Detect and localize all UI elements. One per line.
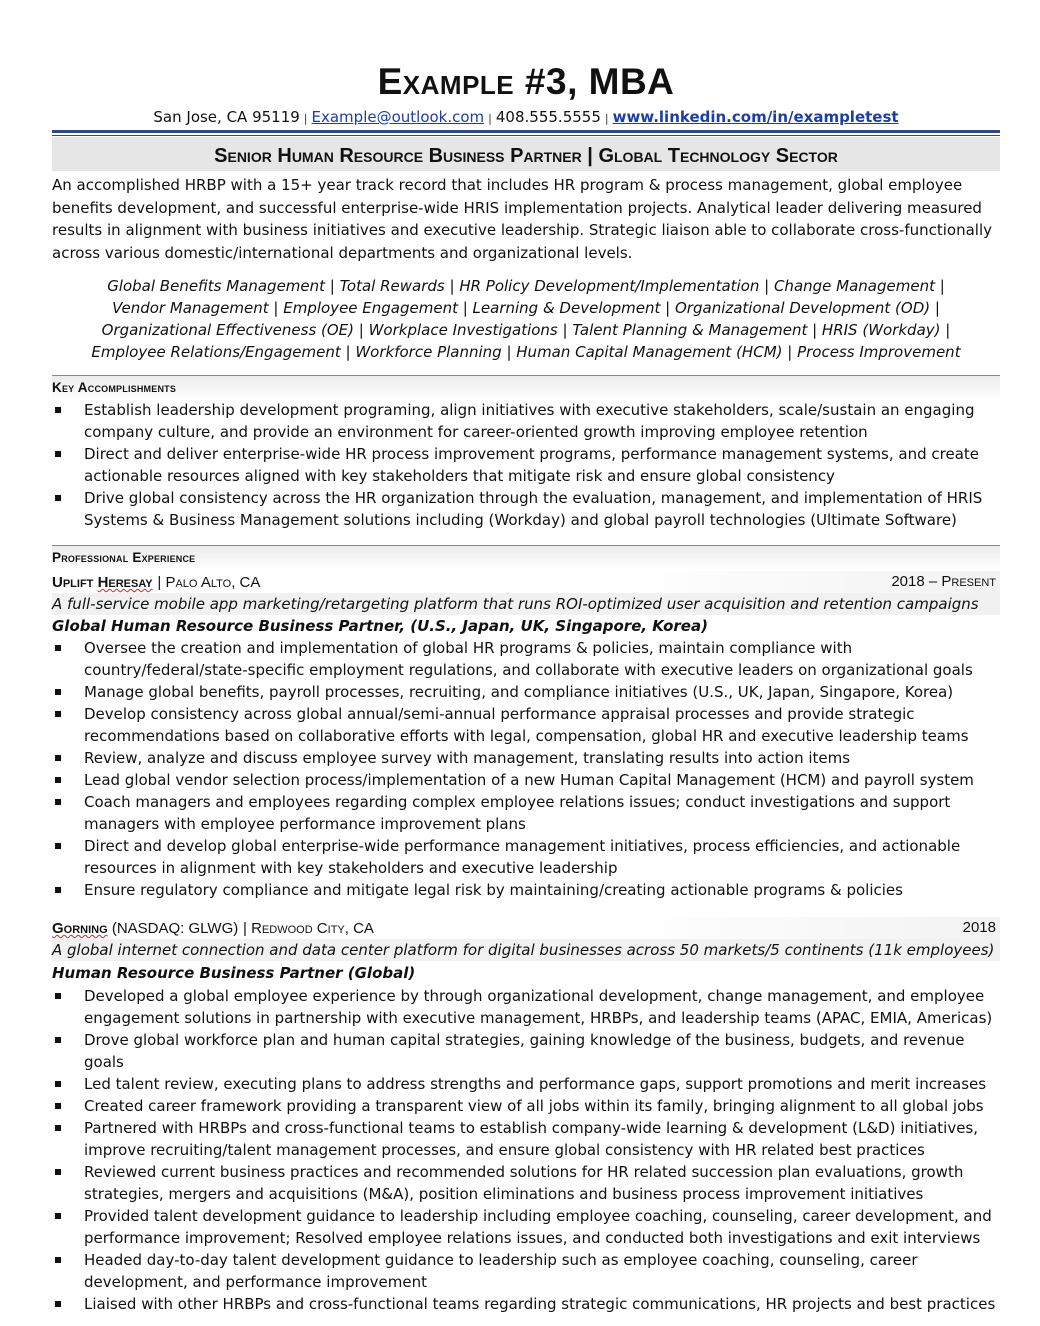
list-item [52,1095,1000,1117]
list-item-text: Develop consistency across global annual/semi-annual performance appraisal processes and provide strategic recommendations based on collaborative efforts with legal, compensation, global HR and executive leadership teams [84,705,969,745]
list-item-text: Led talent review, executing plans to address strengths and performance gaps, support promotions and merit increases [84,1075,987,1093]
header-divider-thin [52,135,1000,136]
list-item [52,637,1000,681]
skills-line: Organizational Effectiveness (OE) | Workplace Investigations | Talent Planning & Management | HRIS (Workday) | [101,321,951,339]
list-item-text: Ensure regulatory compliance and mitigate legal risk by maintaining/creating actionable programs & policies [84,881,903,899]
list-item [52,769,1000,791]
list-item [52,1161,1000,1205]
bullet-icon [55,1213,61,1219]
list-item [52,1117,1000,1161]
skills-line: Employee Relations/Engagement | Workforce Planning | Human Capital Management (HCM) | Process Improvement [91,343,961,361]
list-item [52,791,1000,835]
candidate-name: Example #3, MBA [377,61,675,102]
job-header [52,917,1000,939]
bullet-icon [55,645,61,651]
company-name [52,574,153,591]
list-item-text: Provided talent development guidance to leadership including employee coaching, counseling, career development, and performance improvement; Resolved employee relations issues, and conducted both investigations and exit interviews [84,1207,992,1247]
list-item-text: Created career framework providing a transparent view of all jobs within its family, bringing alignment to all global jobs [84,1097,984,1115]
company-ticker: (NASDAQ: GLWG) [107,920,239,937]
email-link[interactable]: Example@outlook.com [311,108,485,126]
bullet-icon [55,451,61,457]
job-duties-list [52,985,1000,1315]
separator: | [604,112,609,125]
list-item-text: Direct and develop global enterprise-wide performance management initiatives, process efficiencies, and actionable resources in alignment with key stakeholders and executive leadership [84,837,961,877]
experience-heading: Professional Experience [52,545,1000,570]
accomplishments-list [52,399,1000,531]
list-item [52,399,1000,443]
bullet-icon [55,1103,61,1109]
header-divider [52,130,1000,133]
list-item [52,879,1000,901]
job-dates: 2018 [962,919,996,936]
job-location: | Palo Alto, CA [157,574,261,591]
bullet-icon [55,993,61,999]
bullet-icon [55,1081,61,1087]
list-item-text: Coach managers and employees regarding complex employee relations issues; conduct investigations and support managers with employee performance improvement plans [84,793,951,833]
bullet-icon [55,689,61,695]
skills-line: Vendor Management | Employee Engagement | Learning & Development | Organizational Development (OD) | [112,299,940,317]
company-name [52,920,238,937]
list-item-text: Liaised with other HRBPs and cross-functional teams regarding strategic communications, HR projects and best practices [84,1295,996,1313]
list-item [52,703,1000,747]
bullet-icon [55,1169,61,1175]
bullet-icon [55,843,61,849]
skills-list [52,275,1000,363]
list-item [52,747,1000,769]
list-item-text: Developed a global employee experience by through organizational development, change management, and employee engagement solutions in partnership with executive management, HRBPs, and leadership teams (APAC, EMIA, Americas) [84,987,993,1027]
summary-paragraph: An accomplished HRBP with a 15+ year track record that includes HR program & process management, global employee benefits development, and successful enterprise-wide HRIS implementation projects. Analytical leader delivering measured results in alignment with business initiatives and executive leadership. Strategic liaison able to collaborate cross-functionally across various domestic/international departments and organizational levels. [52,176,993,262]
company-name-part: Heresay [97,574,153,591]
job-header [52,571,1000,593]
separator: | [303,112,308,125]
contact-line [52,107,1000,129]
company-description: A full-service mobile app marketing/retargeting platform that runs ROI-optimized user acquisition and retention campaigns [52,593,1000,615]
list-item [52,835,1000,879]
bullet-icon [55,711,61,717]
list-item [52,1293,1000,1315]
job-title: Global Human Resource Business Partner, (U.S., Japan, UK, Singapore, Korea) [52,617,708,635]
company-description: A global internet connection and data center platform for digital businesses across 50 markets/5 continents (11k employees) [52,939,1000,961]
list-item [52,1249,1000,1293]
job-duties-list [52,637,1000,901]
list-item [52,1073,1000,1095]
job-location: | Redwood City, CA [243,920,374,937]
list-item [52,1205,1000,1249]
professional-title: Senior Human Resource Business Partner | Global Technology Sector [52,137,1000,171]
list-item [52,985,1000,1029]
bullet-icon [55,495,61,501]
separator: | [488,112,492,125]
list-item-text: Manage global benefits, payroll processes, recruiting, and compliance initiatives (U.S., UK, Japan, Singapore, Korea) [84,683,954,701]
list-item [52,443,1000,487]
bullet-icon [55,777,61,783]
list-item-text: Reviewed current business practices and recommended solutions for HR related succession plan evaluations, growth strategies, mergers and acquisitions (M&A), position eliminations and business process improvement initiatives [84,1163,964,1203]
list-item-text: Drove global workforce plan and human capital strategies, gaining knowledge of the business, budgets, and revenue goals [84,1031,965,1071]
list-item-text: Review, analyze and discuss employee survey with management, translating results into action items [84,749,851,767]
bullet-icon [55,407,61,413]
bullet-icon [55,1301,61,1307]
list-item [52,681,1000,703]
bullet-icon [55,1037,61,1043]
company-name-part: Uplift [52,574,98,591]
skills-line: Global Benefits Management | Total Rewards | HR Policy Development/Implementation | Change Management | [107,277,945,295]
phone: 408.555.5555 [495,108,601,126]
bullet-icon [55,1257,61,1263]
list-item-text: Establish leadership development programing, align initiatives with executive stakeholders, scale/sustain an engaging company culture, and provide an environment for career-oriented growth improving employee retention [84,401,975,441]
job-title: Human Resource Business Partner (Global) [52,964,416,982]
job-dates: 2018 – Present [891,573,996,590]
location: San Jose, CA 95119 [153,108,300,126]
linkedin-link[interactable]: www.linkedin.com/in/exampletest [612,108,899,126]
list-item-text: Direct and deliver enterprise-wide HR process improvement programs, performance management systems, and create actionable resources aligned with key stakeholders that mitigate risk and ensure global consistency [84,445,980,485]
list-item-text: Drive global consistency across the HR organization through the evaluation, management, and implementation of HRIS Systems & Business Management solutions including (Workday) and global payroll technologies (Ultimate Software) [84,489,983,529]
bullet-icon [55,887,61,893]
list-item-text: Partnered with HRBPs and cross-functional teams to establish company-wide learning & development (L&D) initiatives, improve recruiting/talent management processes, and ensure global consistency with HR related best practices [84,1119,979,1159]
list-item [52,487,1000,531]
bullet-icon [55,1125,61,1131]
list-item-text: Headed day-to-day talent development guidance to leadership such as employee coaching, counseling, career development, and performance improvement [84,1251,918,1291]
list-item-text: Oversee the creation and implementation of global HR programs & policies, maintain compliance with country/federal/state-specific employment regulations, and collaborate with executive leaders on organizational goals [84,639,973,679]
company-name-part: Gorning [52,920,108,937]
accomplishments-heading: Key Accomplishments [52,375,1000,400]
list-item [52,1029,1000,1073]
bullet-icon [55,799,61,805]
list-item-text: Lead global vendor selection process/implementation of a new Human Capital Management (HCM) and payroll system [84,771,974,789]
bullet-icon [55,755,61,761]
